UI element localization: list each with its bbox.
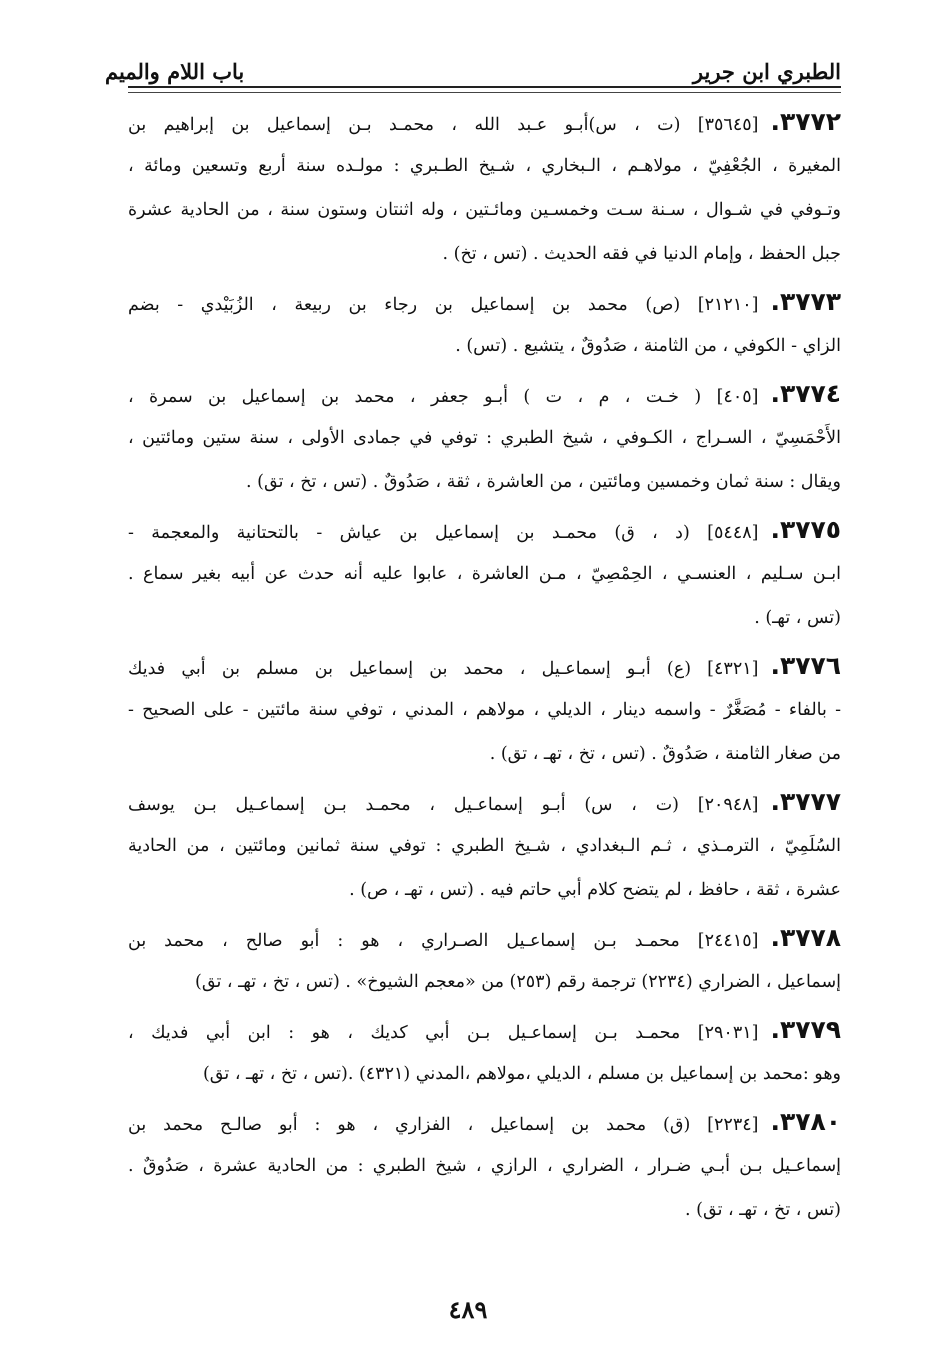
entry-line [128,732,841,776]
entry-line [128,596,841,640]
entry-text: الزاي - الكوفي ، من الثامنة ، صَدُوقٌ ، يتشيع . (تس) . [455,336,841,356]
entry-line [128,416,841,460]
entry-line [128,1188,841,1232]
entry-line [128,372,841,416]
entry-text: من صغار الثامنة ، صَدُوقٌ . (تس ، تخ ، تهـ ، تق) . [489,744,841,764]
entry-number: ٣٧٧٧. [770,787,841,816]
entry-number: ٣٧٧٩. [770,1015,841,1044]
entry-text: جبل الحفظ ، وإمام الدنيا في فقه الحديث . (تس ، تخ) . [442,244,841,264]
header-divider [128,86,841,93]
entry [128,644,841,776]
entry-line [128,960,841,1004]
entry-line [128,688,841,732]
entry-text: وتـوفي في شـوال ، سـنة سـت وخمسـين ومائـتين ، وله اثنتان وستون سنة ، من الحادية عشرة [128,200,841,220]
entry-line [128,1008,841,1052]
entry-text: ابـن سـليم ، العنسـي ، الحِمْصِيّ ، مـن العاشرة ، عابوا عليه أنه حدث عن أبيه بغير سماع . [128,564,841,584]
running-header [105,44,841,84]
entry [128,1008,841,1096]
entry-text: [٣٥٦٤٥] (ت ، س)أبـو عـبد الله ، محمـد بـن إسماعيل بن إبراهيم بن [128,115,759,135]
entry-line [128,1100,841,1144]
entry-line [128,232,841,276]
entry-line [128,508,841,552]
entry-text: [٤٣٢١] (ع) أبـو إسماعـيل ، محمد بن إسماعيل بن مسلم بن أبي فديك [128,659,759,679]
entry-text: [٢٠٩٤٨] (ت ، س) أبـو إسماعـيل ، محمـد بـن إسماعـيل بـن يوسف [128,795,759,815]
entry [128,280,841,368]
entry-text: [٢١٢١٠] (ص) محمد بن إسماعيل بن رجاء بن ربيعة ، الزُبَيْدي - بضم [128,295,759,315]
entry-text: (تس ، تخ ، تهـ ، تق) . [685,1200,841,1220]
entry-text: [٢٩٠٣١] محمـد بـن إسماعـيل بـن أبي كديك ، هو : ابن أبي فديك ، [128,1023,759,1043]
entry-text: [٥٤٤٨] (د ، ق) محمـد بن إسماعيل بن عياش - بالتحتانية والمعجمة - [128,523,759,543]
entry-line [128,1144,841,1188]
entry-text: [٤٠٥] ( خـت ، م ، ت ) أبـو جعفر ، محمد بن إسماعيل بن سمرة ، [128,387,759,407]
entry [128,100,841,276]
entry-number: ٣٧٧٦. [770,651,841,680]
entry-text: الأَحْمَسِيّ ، السـراج ، الكـوفي ، شيخ الطبري : توفي في جمادى الأولى ، سنة ستين ومائتين ، [128,428,841,448]
entry-text: - بالفاء - مُصَغَّرٌ - واسمه دينار ، الديلي ، مولاهم ، المدني ، توفي سنة مائتين - على الصحيح - [128,700,841,720]
entry-line [128,644,841,688]
header-right-title: الطبري ابن جرير [692,59,841,84]
entry-text: ويقال : سنة ثمان وخمسين ومائتين ، من العاشرة ، ثقة ، صَدُوقٌ . (تس ، تخ ، تق) . [246,472,841,492]
entry-line [128,188,841,232]
entry-line [128,780,841,824]
entry [128,508,841,640]
entry-text: إسماعيل ، الضراري (٢٢٣٤) ترجمة رقم (٢٥٣) من «معجم الشيوخ» . (تس ، تخ ، تهـ ، تق) [195,972,841,992]
entry-number: ٣٧٧٨. [770,923,841,952]
entry-line [128,144,841,188]
entry-line [128,868,841,912]
entry-text: إسماعـيل بـن أبـي ضـرار ، الضراري ، الرازي ، شيخ الطبري : من الحادية عشرة ، صَدُوقٌ . [128,1156,841,1176]
entry [128,916,841,1004]
header-left-title: باب اللام والميم [105,59,245,84]
entry-number: ٣٧٧٣. [770,287,841,316]
entry [128,780,841,912]
entry-line [128,916,841,960]
entry-text: [٢٢٣٤] (ق) محمد بن إسماعيل ، الفزاري ، هو : أبو صالـح محمد بن [128,1115,759,1135]
entry-line [128,1052,841,1096]
entry-line [128,280,841,324]
entry-line [128,824,841,868]
entry-text: (تس ، تهـ) . [754,608,841,628]
entry-line [128,100,841,144]
entry-number: ٣٧٧٤. [770,379,841,408]
entry-number: ٣٧٧٥. [770,515,841,544]
entry-text: المغيرة ، الجُعْفِيّ ، مولاهـم ، الـبخاري ، شـيخ الطـبري : مولـده سنة أربع وتسعين ومائة ، [128,156,841,176]
entry-number: ٣٧٨٠. [770,1107,841,1136]
entry-text: [٢٤٤١٥] محمـد بـن إسماعـيل الصـراري ، هو : أبو صالح ، محمد بن [128,931,759,951]
entry-text: السُلَمِيّ ، الترمـذي ، ثـم الـبغدادي ، شـيخ الطبري : توفي سنة ثمانين ومائتين ، من الحادية [128,836,841,856]
entry-text: وهو :محمد بن إسماعيل بن مسلم ، الديلي ،مولاهم ،المدني (٤٣٢١) .(تس ، تخ ، تهـ ، تق) [202,1064,841,1084]
entry [128,1100,841,1232]
entry-line [128,552,841,596]
entries-list [128,100,841,1236]
entry-line [128,460,841,504]
entry-line [128,324,841,368]
entry-text: عشرة ، ثقة ، حافظ ، لم يتضح كلام أبي حاتم فيه . (تس ، تهـ ، ص) . [349,880,841,900]
entry [128,372,841,504]
entry-number: ٣٧٧٢. [770,107,841,136]
page-number: ٤٨٩ [448,1295,488,1324]
